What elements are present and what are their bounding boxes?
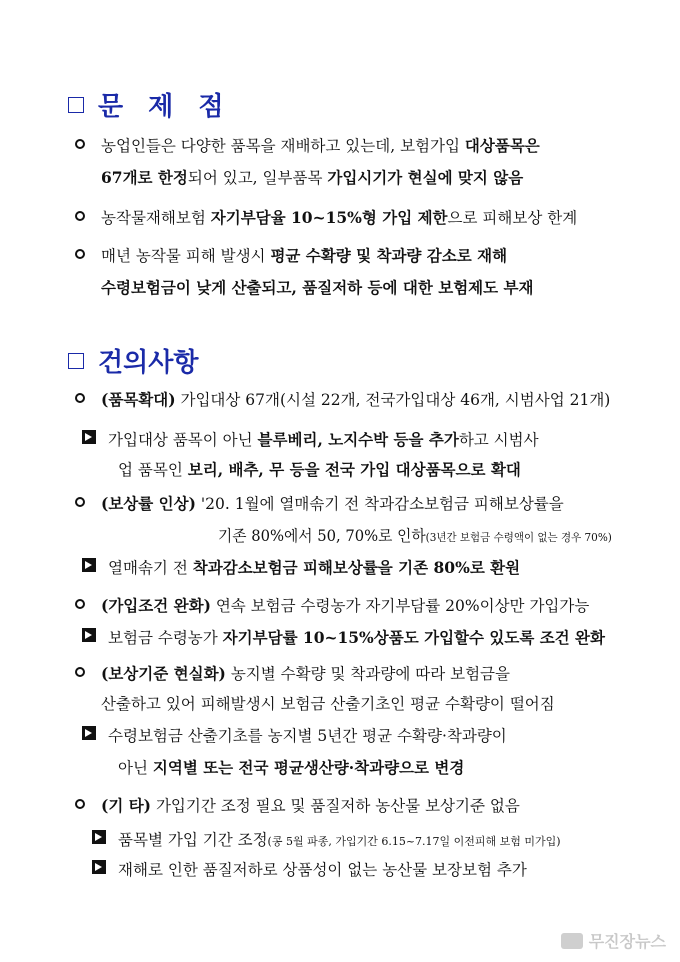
item-bold-text: 67개로 한정 (101, 168, 188, 187)
item-text: 농업인들은 다양한 품목을 재배하고 있는데, 보험가입 (101, 137, 465, 155)
item-bold-text: 자기부담율 10~15%형 가입 제한 (210, 208, 448, 227)
circle-bullet-icon (75, 799, 85, 809)
item-text: 농작물재해보험 (101, 209, 211, 227)
item-text: 재해로 인한 품질저하로 상품성이 없는 농산물 보장보험 추가 (118, 861, 527, 879)
item-label: (보상률 인상) (101, 494, 196, 513)
item-label: (보상기준 현실화) (101, 664, 226, 683)
circle-bullet-icon (75, 249, 85, 259)
item-text: 기존 80%에서 50, 70%로 인하 (218, 527, 426, 545)
watermark-text: 무진장뉴스 (588, 932, 666, 951)
item-text: 연속 보험금 수령농가 자기부담률 20%이상만 가입가능 (210, 597, 590, 615)
item-text: 업 품목인 (118, 461, 188, 479)
circle-bullet-icon (75, 211, 85, 221)
item-bold-text: 자기부담률 10~15%상품도 가입할수 있도록 조건 완화 (222, 628, 605, 647)
item-text: 농지별 수확량 및 착과량에 따라 보험금을 (225, 665, 510, 683)
item-text: 산출하고 있어 피해발생시 보험금 산출기초인 평균 수확량이 떨어짐 (101, 695, 555, 713)
section-heading-recommendations (68, 342, 198, 379)
item-bold-text: 보리, 배추, 무 등을 전국 가입 대상품목으로 확대 (187, 460, 521, 479)
arrow-bullet-icon (82, 726, 96, 740)
item-note: (콩 5월 파종, 가입기간 6.15~7.17일 이전피해 보험 미가입) (267, 835, 561, 848)
arrow-bullet-icon (82, 628, 96, 642)
item-bold-text: 착과감소보험금 피해보상률을 기존 80%로 환원 (192, 558, 521, 577)
section-title: 문 제 점 (98, 92, 232, 122)
item-text: 가입기간 조정 필요 및 품질저하 농산물 보상기준 없음 (151, 797, 520, 815)
item-bold-text: 대상품목은 (464, 136, 540, 155)
square-bullet-icon (68, 353, 84, 369)
item-text: '20. 1월에 열매솎기 전 착과감소보험금 피해보상률을 (195, 495, 564, 513)
item-text: 가입대상 67개(시설 22개, 전국가입대상 46개, 시범사업 21개) (175, 391, 611, 409)
circle-bullet-icon (75, 393, 85, 403)
item-text: 되어 있고, 일부품목 (187, 169, 328, 187)
logo-icon (561, 933, 583, 949)
item-note: (3년간 보험금 수령액이 없는 경우 70%) (425, 531, 612, 544)
item-text: 품목별 가입 기간 조정 (118, 831, 268, 849)
item-bold-text: 가입시기가 현실에 맞지 않음 (327, 168, 524, 187)
circle-bullet-icon (75, 497, 85, 507)
item-bold-text: 지역별 또는 전국 평균생산량·착과량으로 변경 (152, 758, 465, 777)
item-text: 아닌 (118, 759, 153, 777)
section-heading-problems (68, 86, 231, 123)
circle-bullet-icon (75, 667, 85, 677)
item-text: 보험금 수령농가 (108, 629, 223, 647)
item-bold-text: 블루베리, 노지수박 등을 추가 (257, 430, 459, 449)
item-text: 매년 농작물 피해 발생시 (101, 247, 271, 265)
item-bold-text: 평균 수확량 및 착과량 감소로 재해 (270, 246, 508, 265)
circle-bullet-icon (75, 139, 85, 149)
arrow-bullet-icon (82, 558, 96, 572)
arrow-bullet-icon (92, 830, 106, 844)
item-text: 수령보험금 산출기초를 농지별 5년간 평균 수확량·착과량이 (108, 727, 507, 745)
item-label: (품목확대) (101, 390, 176, 409)
item-label: (가입조건 완화) (101, 596, 211, 615)
arrow-bullet-icon (92, 860, 106, 874)
item-label: (기 타) (101, 796, 152, 815)
arrow-bullet-icon (82, 430, 96, 444)
watermark (561, 929, 666, 952)
item-text: 가입대상 품목이 아닌 (108, 431, 258, 449)
item-text: 열매솎기 전 (108, 559, 193, 577)
square-bullet-icon (68, 97, 84, 113)
section-title: 건의사항 (98, 348, 199, 378)
item-text: 으로 피해보상 한계 (447, 209, 578, 227)
item-bold-text: 수령보험금이 낮게 산출되고, 품질저하 등에 대한 보험제도 부재 (101, 278, 534, 297)
circle-bullet-icon (75, 599, 85, 609)
item-text: 하고 시범사 (458, 431, 539, 449)
